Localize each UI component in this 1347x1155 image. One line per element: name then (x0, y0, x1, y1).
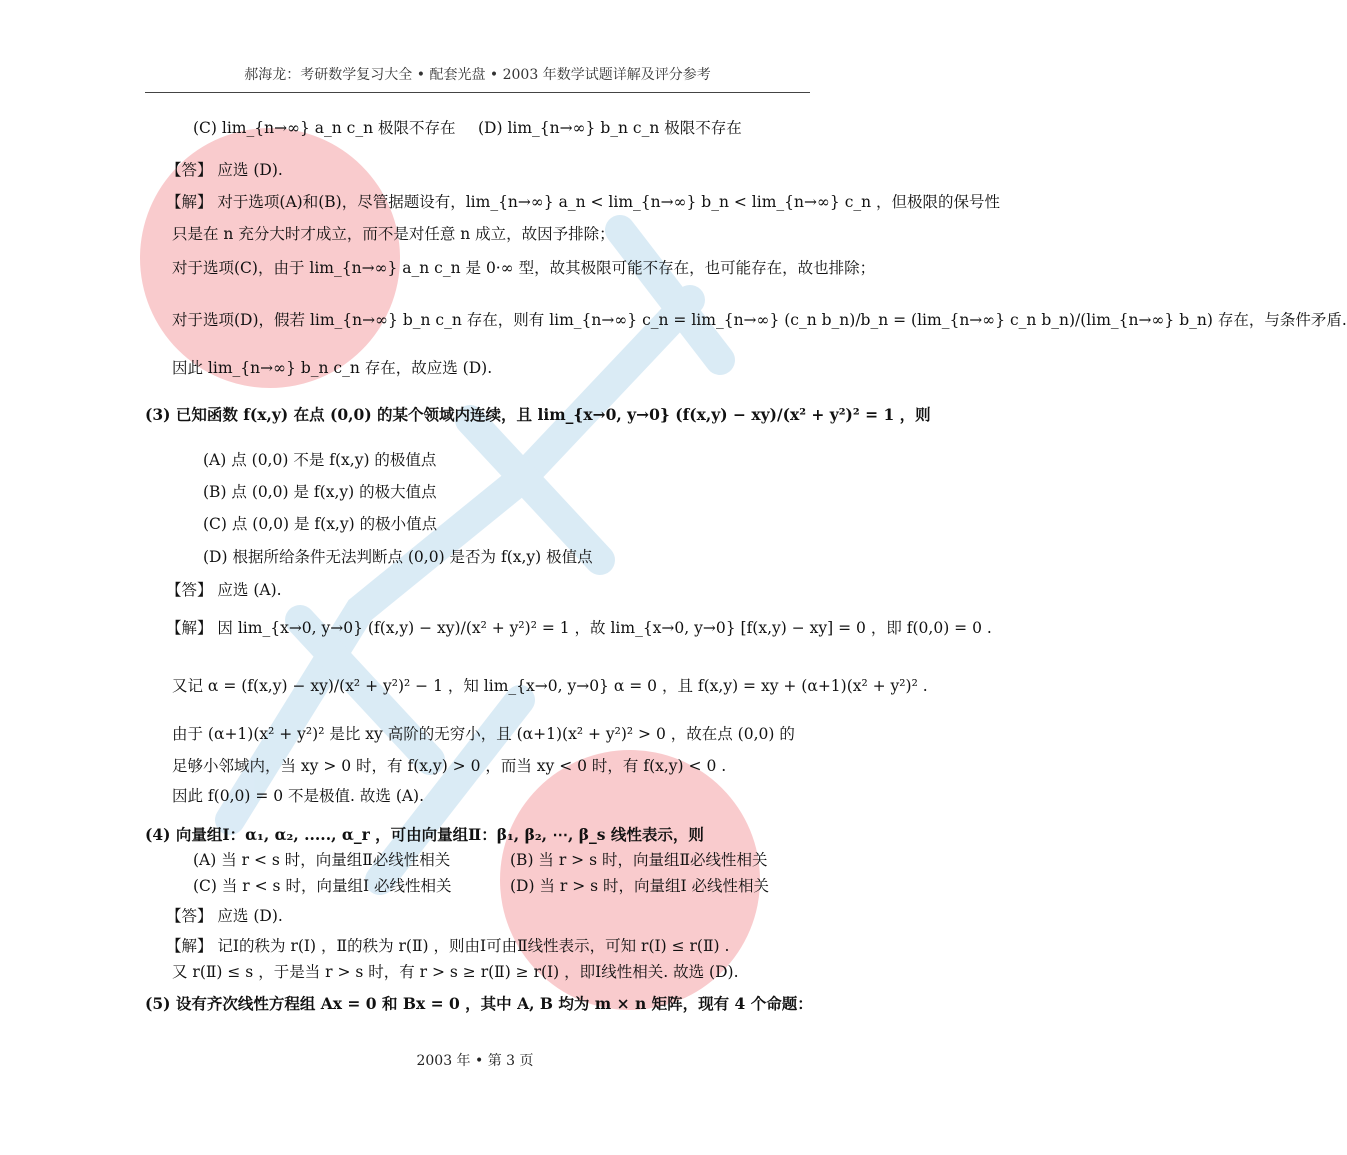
solution-4-line-1: 【解】 记Ⅰ的秩为 r(Ⅰ) ，Ⅱ的秩为 r(Ⅱ) ，则由Ⅰ可由Ⅱ线性表示，可知 r(Ⅰ) ≤ r(Ⅱ) . (166, 937, 730, 955)
answer-2: 【答】 应选 (D). (166, 161, 283, 179)
option-c-prev: (C) lim_{n→∞} a_n c_n 极限不存在 (193, 119, 456, 137)
solution-3-line-2: 又记 α = (f(x,y) − xy)/(x² + y²)² − 1 ，知 lim_{x→0, y→0} α = 0 ，且 f(x,y) = xy + (α+1)(x² + y²)² . (172, 677, 928, 695)
solution-4-line-2: 又 r(Ⅱ) ≤ s ，于是当 r > s 时，有 r > s ≥ r(Ⅱ) ≥ r(Ⅰ) ，即Ⅰ线性相关. 故选 (D). (172, 963, 739, 981)
option-3-a: (A) 点 (0,0) 不是 f(x,y) 的极值点 (203, 451, 437, 469)
option-4-d: (D) 当 r > s 时，向量组Ⅰ 必线性相关 (510, 877, 770, 895)
option-3-c: (C) 点 (0,0) 是 f(x,y) 的极小值点 (203, 515, 438, 533)
solution-3-line-1: 【解】 因 lim_{x→0, y→0} (f(x,y) − xy)/(x² + y²)² = 1 ，故 lim_{x→0, y→0} [f(x,y) − xy] = 0 ，即 f(0,0) = 0 . (166, 619, 992, 637)
option-d-prev: (D) lim_{n→∞} b_n c_n 极限不存在 (478, 119, 742, 137)
question-3: (3) 已知函数 f(x,y) 在点 (0,0) 的某个领域内连续，且 lim_{x→0, y→0} (f(x,y) − xy)/(x² + y²)² = 1 ，则 (145, 405, 931, 424)
answer-4: 【答】 应选 (D). (166, 907, 283, 925)
solution-2-line-2: 只是在 n 充分大时才成立，而不是对任意 n 成立，故因予排除； (172, 225, 615, 243)
option-3-d: (D) 根据所给条件无法判断点 (0,0) 是否为 f(x,y) 极值点 (203, 548, 593, 566)
solution-2-line-1: 【解】 对于选项(A)和(B)，尽管据题设有，lim_{n→∞} a_n < lim_{n→∞} b_n < lim_{n→∞} c_n ，但极限的保号性 (166, 193, 1001, 211)
header-rule (145, 92, 810, 93)
solution-2-line-3: 对于选项(C)，由于 lim_{n→∞} a_n c_n 是 0·∞ 型，故其极限可能不存在，也可能存在，故也排除； (172, 259, 876, 277)
solution-3-line-5: 因此 f(0,0) = 0 不是极值. 故选 (A). (172, 787, 425, 805)
question-5: (5) 设有齐次线性方程组 Ax = 0 和 Bx = 0 ，其中 A, B 均为 m × n 矩阵，现有 4 个命题： (145, 994, 813, 1013)
answer-3: 【答】 应选 (A). (166, 581, 282, 599)
option-4-b: (B) 当 r > s 时，向量组Ⅱ必线性相关 (510, 851, 768, 869)
solution-2-line-5: 因此 lim_{n→∞} b_n c_n 存在，故应选 (D). (172, 359, 493, 377)
page-header: 郝海龙：考研数学复习大全 • 配套光盘 • 2003 年数学试题详解及评分参考 (244, 67, 711, 83)
solution-3-line-3: 由于 (α+1)(x² + y²)² 是比 xy 高阶的无穷小，且 (α+1)(x² + y²)² > 0 ，故在点 (0,0) 的 (172, 725, 795, 743)
page-footer: 2003 年 • 第 3 页 (416, 1053, 534, 1069)
option-3-b: (B) 点 (0,0) 是 f(x,y) 的极大值点 (203, 483, 437, 501)
question-4: (4) 向量组Ⅰ：α₁, α₂, ....., α_r ，可由向量组Ⅱ：β₁, β₂, ⋯, β_s 线性表示，则 (145, 825, 704, 844)
option-4-c: (C) 当 r < s 时，向量组Ⅰ 必线性相关 (193, 877, 452, 895)
option-4-a: (A) 当 r < s 时，向量组Ⅱ必线性相关 (193, 851, 451, 869)
solution-2-line-4: 对于选项(D)，假若 lim_{n→∞} b_n c_n 存在，则有 lim_{n→∞} c_n = lim_{n→∞} (c_n b_n)/b_n = (lim_{n→∞} c_n b_n)/(lim_{n→∞} b_n) 存在，与条件矛盾. (172, 311, 1347, 329)
solution-3-line-4: 足够小邻域内，当 xy > 0 时，有 f(x,y) > 0 ，而当 xy < 0 时，有 f(x,y) < 0 . (172, 757, 727, 775)
